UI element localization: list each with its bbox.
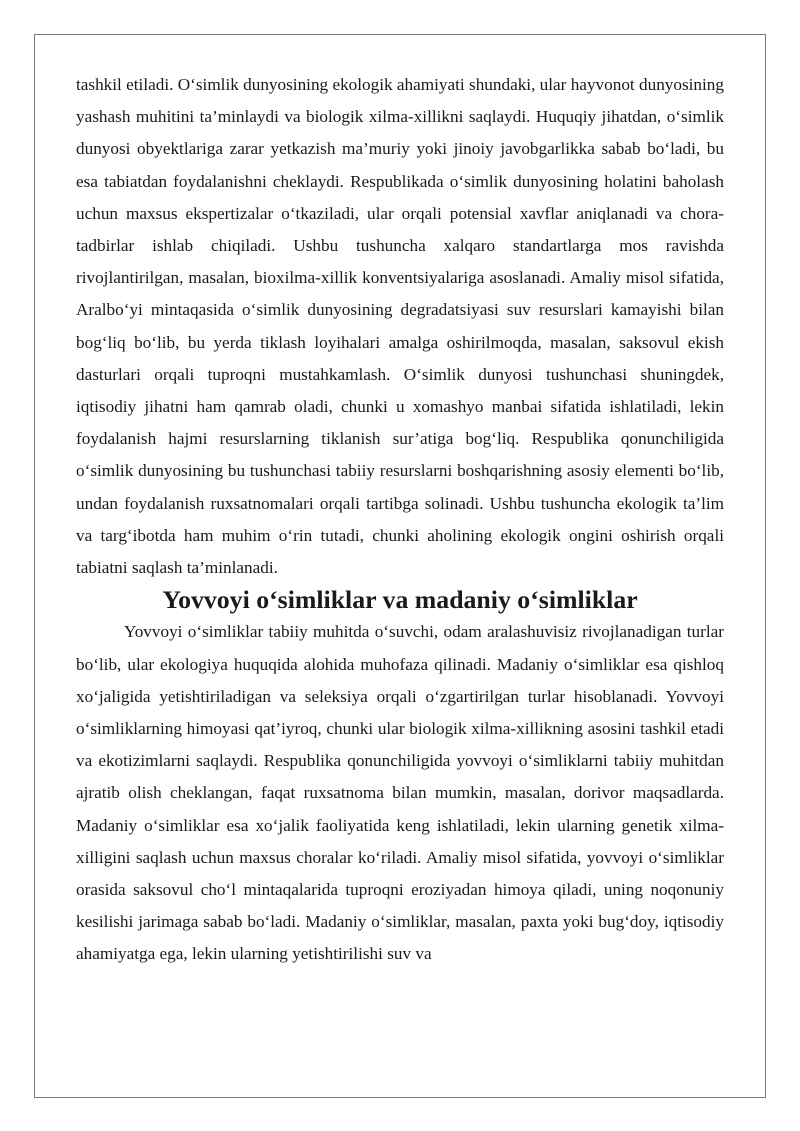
body-paragraph: Yovvoyi o‘simliklar tabiiy muhitda o‘suvchi, odam aralashuvisiz rivojlanadigan turlar bo‘lib, ular ekologiya huquqida alohida muhofaza qilinadi. Madaniy o‘simliklar esa qishloq xo‘jaligida yetishtiriladigan va seleksiya orqali o‘zgartirilgan turlar hisoblanadi. Yovvoyi o‘simliklarning himoyasi qat’iyroq, chunki ular biologik xilma-xillikning asosini tashkil etadi va ekotizimlarni saqlaydi. Respublika qonunchiligida yovvoyi o‘simliklarni tabiiy muhitdan ajratib olish cheklangan, faqat ruxsatnoma bilan mumkin, masalan, dorivor maqsadlarda. Madaniy o‘simliklar esa xo‘jalik faoliyatida keng ishlatiladi, lekin ularning genetik xilma-xilligini saqlash uchun maxsus choralar ko‘riladi. Amaliy misol sifatida, yovvoyi o‘simliklar orasida saksovul cho‘l mintaqalarida tuproqni eroziyadan himoya qiladi, uning noqonuniy kesilishi jarimaga sabab bo‘ladi. Madaniy o‘simliklar, masalan, paxta yoki bug‘doy, iqtisodiy ahamiyatga ega, lekin ularning yetishtirilishi suv va: [76, 622, 724, 964]
section-heading: Yovvoyi o‘simliklar va madaniy o‘simliklar: [162, 585, 638, 615]
body-paragraph-continued: tashkil etiladi. O‘simlik dunyosining ekologik ahamiyati shundaki, ular hayvonot dunyosining yashash muhitini ta’minlaydi va biologik xilma-xillikni saqlaydi. Huquqiy jihatdan, o‘simlik dunyosi obyektlariga zarar yetkazish ma’muriy yoki jinoiy javobgarlikka sabab bo‘ladi, bu esa tabiatdan foydalanishni cheklaydi. Respublikada o‘simlik dunyosining holatini baholash uchun maxsus ekspertizalar o‘tkaziladi, ular orqali potensial xavflar aniqlanadi va chora-tadbirlar ishlab chiqiladi. Ushbu tushuncha xalqaro standartlarga mos ravishda rivojlantirilgan, masalan, bioxilma-xillik konventsiyalariga asoslanadi. Amaliy misol sifatida, Aralbo‘yi mintaqasida o‘simlik dunyosining degradatsiyasi suv resurslari kamayishi bilan bog‘liq bo‘lib, bu yerda tiklash loyihalari amalga oshirilmoqda, masalan, saksovul ekish dasturlari orqali tuproqni mustahkamlash. O‘simlik dunyosi tushunchasi shuningdek, iqtisodiy jihatni ham qamrab oladi, chunki u xomashyo manbai sifatida ishlatiladi, lekin foydalanish hajmi resurslarning tiklanish sur’atiga bog‘liq. Respublika qonunchiligida o‘simlik dunyosining bu tushunchasi tabiiy resurslarni boshqarishning asosiy elementi bo‘lib, undan foydalanish ruxsatnomalari orqali tartibga solinadi. Ushbu tushuncha ekologik ta’lim va targ‘ibotda ham muhim o‘rin tutadi, chunki aholining ekologik ongini oshirish orqali tabiatni saqlash ta’minlanadi.: [76, 75, 724, 578]
document-body: [76, 69, 724, 971]
